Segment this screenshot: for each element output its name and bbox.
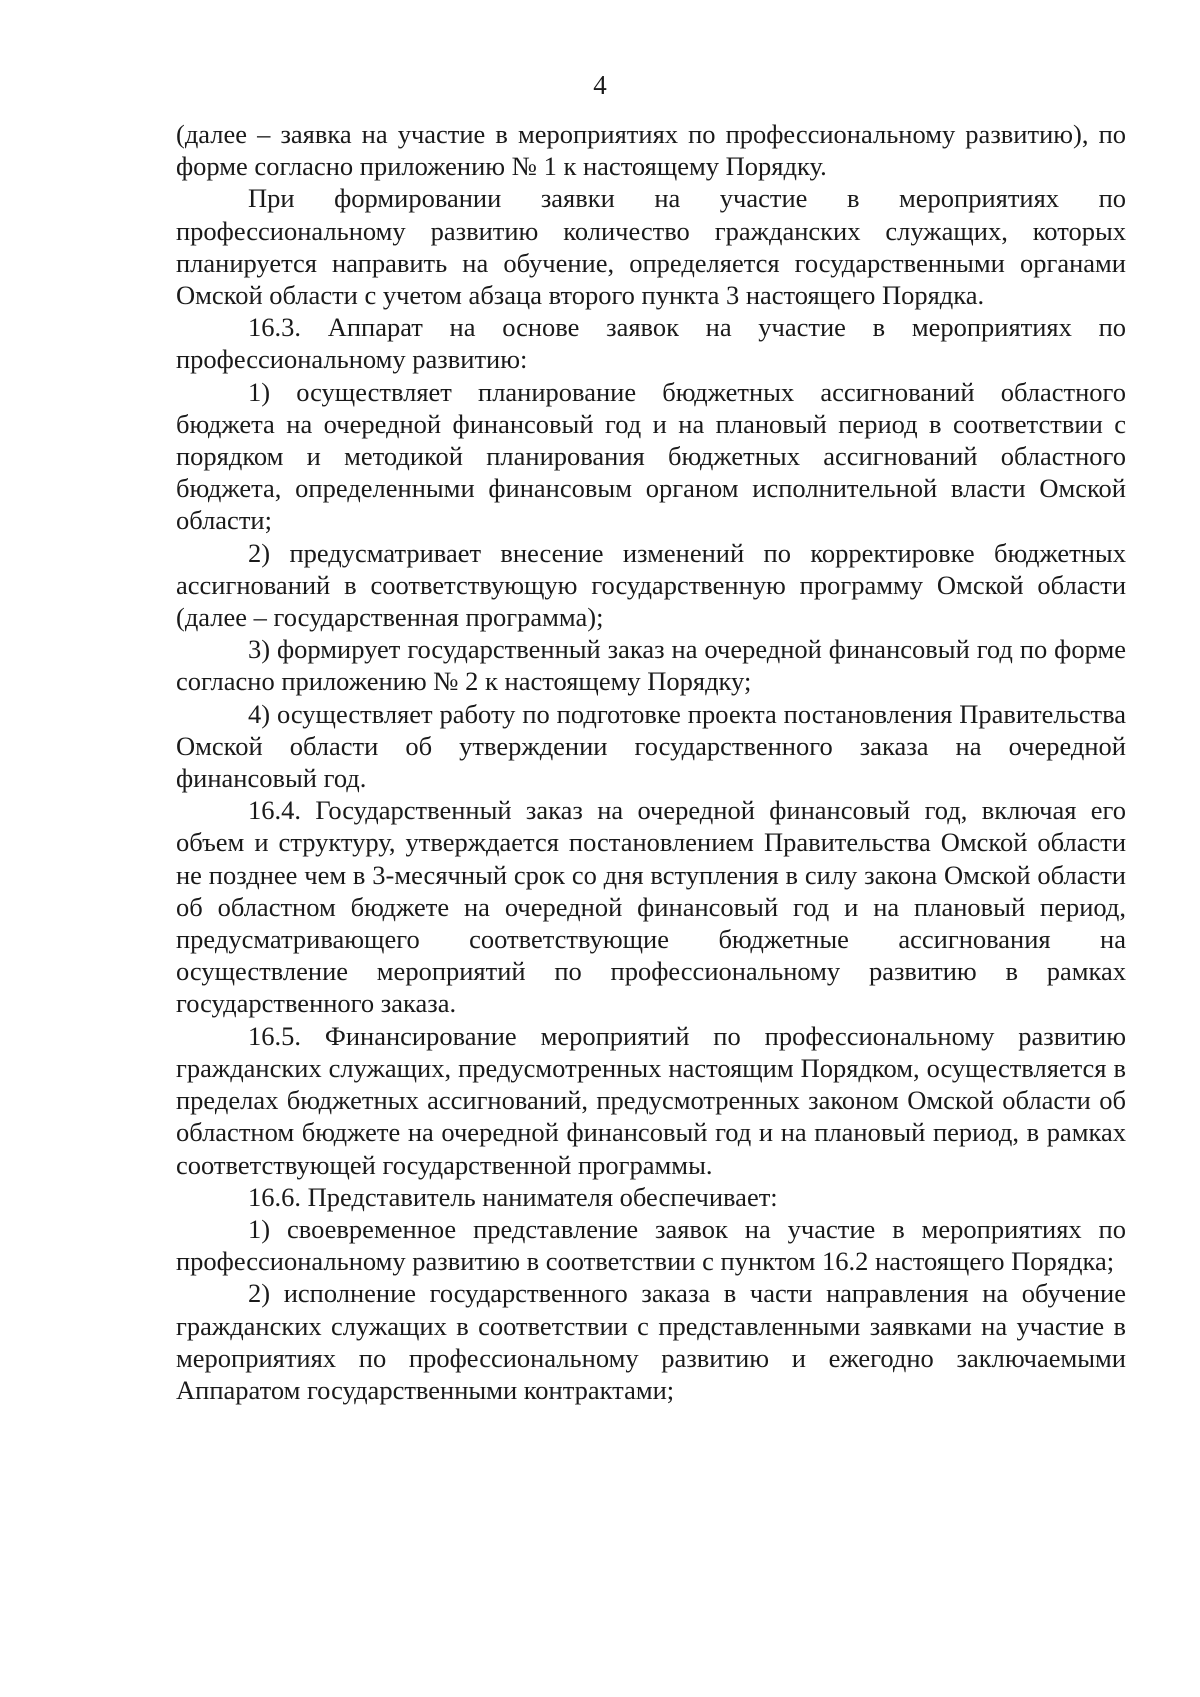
- paragraph-application-formation: При формировании заявки на участие в мероприятиях по профессиональному развитию количество гражданских служащих, которых планируется направить на обучение, определяется государственными органами Омской области с учетом абзаца второго пункта 3 настоящего Порядка.: [176, 183, 1126, 311]
- paragraph-16-3-item-1: 1) осуществляет планирование бюджетных ассигнований областного бюджета на очередной финансовый год и на плановый период в соответствии с порядком и методикой планирования бюджетных ассигнований областного бюджета, определенными финансовым органом исполнительной власти Омской области;: [176, 376, 1126, 536]
- paragraph-16-4: 16.4. Государственный заказ на очередной финансовый год, включая его объем и структуру, утверждается постановлением Правительства Омской области не позднее чем в 3-месячный срок со дня вступления в силу закона Омской области об областном бюджете на очередной финансовый год и на плановый период, предусматривающего соответствующие бюджетные ассигнования на осуществление мероприятий по профессиональному развитию в рамках государственного заказа.: [176, 795, 1126, 1019]
- paragraph-16-5: 16.5. Финансирование мероприятий по профессиональному развитию гражданских служащих, предусмотренных настоящим Порядком, осуществляется в пределах бюджетных ассигнований, предусмотренных законом Омской области об областном бюджете на очередной финансовый год и на плановый период, в рамках соответствующей государственной программы.: [176, 1020, 1126, 1180]
- paragraph-16-6-item-1: 1) своевременное представление заявок на участие в мероприятиях по профессиональному развитию в соответствии с пунктом 16.2 настоящего Порядка;: [176, 1213, 1126, 1277]
- document-body: [176, 118, 1126, 1406]
- paragraph-16-3-item-3: 3) формирует государственный заказ на очередной финансовый год по форме согласно приложению № 2 к настоящему Порядку;: [176, 634, 1126, 697]
- paragraph-16-3-item-4: 4) осуществляет работу по подготовке проекта постановления Правительства Омской области об утверждении государственного заказа на очередной финансовый год.: [176, 698, 1126, 794]
- paragraph-16-3: 16.3. Аппарат на основе заявок на участие в мероприятиях по профессиональному развитию:: [176, 312, 1126, 375]
- paragraph-16-3-item-2: 2) предусматривает внесение изменений по корректировке бюджетных ассигнований в соответствующую государственную программу Омской области (далее – государственная программа);: [176, 537, 1126, 633]
- paragraph-16-6-item-2: 2) исполнение государственного заказа в части направления на обучение гражданских служащих в соответствии с представленными заявками на участие в мероприятиях по профессиональному развитию и ежегодно заключаемыми Аппаратом государственными контрактами;: [176, 1278, 1126, 1405]
- paragraph-16-6: 16.6. Представитель нанимателя обеспечивает:: [248, 1181, 778, 1212]
- paragraph-continuation: (далее – заявка на участие в мероприятиях по профессиональному развитию), по форме согласно приложению № 1 к настоящему Порядку.: [176, 119, 1126, 182]
- page-number: 4: [593, 70, 607, 100]
